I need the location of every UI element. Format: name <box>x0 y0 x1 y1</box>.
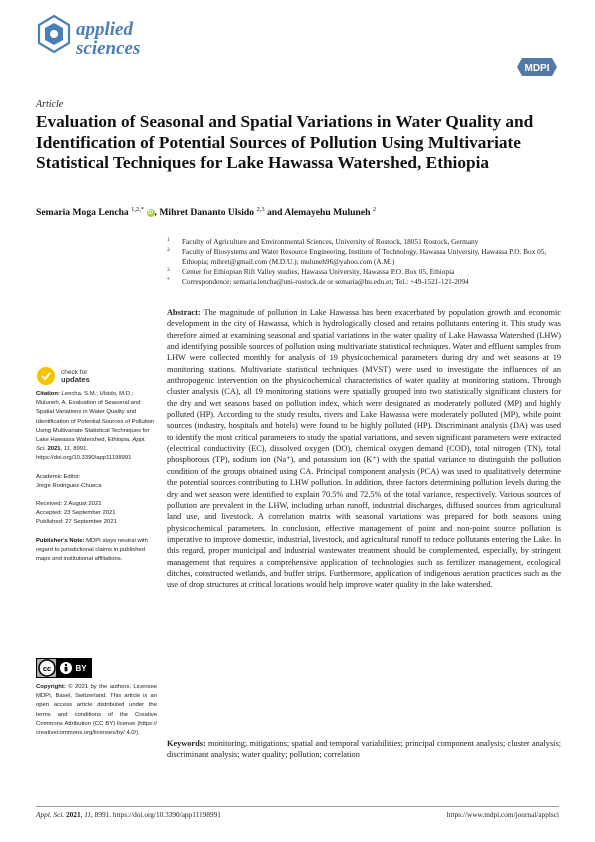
journal-name-line2: sciences <box>76 38 141 59</box>
publisher-note-text: MDPI stays neutral with regard to jurisdictional claims in published maps and institutional affiliations. <box>36 537 148 563</box>
publisher-note <box>36 537 157 565</box>
footer-doi-link[interactable]: , 8991. https://doi.org/10.3390/app11198991 <box>91 810 221 819</box>
author-separator: and <box>264 207 285 219</box>
citation-text: Lencha, S.M.; Ulsido, M.D.; Muluneh, A. Evaluation of Seasonal and Spatial Variations in Water Quality and Identification of Potential Sources of Pollution Using Multivariate Statistical Techniques for Lake Hawassa Watershed, Ethiopia. <box>36 391 155 444</box>
by-label: BY <box>75 664 87 673</box>
received-date: Received: 2 August 2021 <box>36 501 102 508</box>
accepted-date: Accepted: 23 September 2021 <box>36 510 116 517</box>
affiliation-text: Faculty of Biosystems and Water Resource Engineering, Institute of Technology, Hawassa University, Hawassa P.O. Box 05, Ethiopia; mihret@gmail.com (M.D.U.); muluneh96@yahoo.com (A.M.) <box>182 247 547 266</box>
citation-year: 2021 <box>47 446 61 453</box>
cc-label: cc <box>42 664 52 673</box>
affiliation-item <box>167 267 562 277</box>
author-list <box>36 206 376 218</box>
footer-citation: Appl. Sci. 2021, 11, 8991. https://doi.org/10.3390/app11198991 <box>36 810 221 819</box>
citation-doi-link[interactable]: , 8991. https://doi.org/10.3390/app11198991 <box>36 446 132 462</box>
published-date: Published: 27 September 2021 <box>36 519 117 526</box>
editor-label: Academic Editor: <box>36 473 81 480</box>
article-title: Evaluation of Seasonal and Spatial Variations in Water Quality and Identification of Potential Sources of Pollution Using Multivariate Statistical Techniques for Lake Hawassa Watershed, Ethiopia <box>36 112 534 172</box>
abstract-label: Abstract: <box>167 308 201 317</box>
affiliation-text: Faculty of Agriculture and Environmental Sciences, University of Rostock, 18051 Rostock, Germany <box>182 237 479 246</box>
copyright-label: Copyright: <box>36 684 66 690</box>
check-updates-line1: check for <box>61 368 88 376</box>
journal-name-line1: applied <box>76 19 133 40</box>
author-name: Alemayehu Muluneh <box>284 207 371 219</box>
mdpi-logo-icon <box>516 57 558 82</box>
cc-by-license-icon[interactable] <box>36 658 92 683</box>
journal-logo-icon <box>36 14 72 54</box>
affiliation-number: 1 <box>167 237 170 243</box>
author-affiliation-sup: 1,2,* <box>131 206 145 213</box>
sidebar <box>36 390 157 564</box>
author-affiliation-sup: 2,3 <box>256 206 265 213</box>
footer-journal: Appl. Sci. <box>36 810 65 819</box>
affiliation-item <box>167 237 562 247</box>
footer-divider <box>36 806 559 807</box>
affiliation-number: 3 <box>167 267 170 273</box>
footer-year: 2021 <box>66 810 81 819</box>
citation-journal: Appl. Sci. <box>36 437 146 453</box>
check-updates-icon <box>36 366 56 386</box>
editor-name: Jorge Rodriguez-Chueca <box>36 482 102 489</box>
citation: Citation: Lencha, S.M.; Ulsido, M.D.; Muluneh, A. Evaluation of Seasonal and Spatial Variations in Water Quality and Identification of Potential Sources of Pollution Using Multivariate Statistical Techniques for Lake Hawassa Watershed, Ethiopia. Appl. Sci. 2021, 11, 8991. https://doi.org/10.3390/app11198991 <box>36 391 155 462</box>
affiliations <box>167 237 562 287</box>
copyright <box>36 683 157 738</box>
affiliation-number: * <box>167 277 170 283</box>
affiliation-number: 2 <box>167 247 170 253</box>
check-updates-line2: updates <box>61 374 90 384</box>
article-type: Article <box>36 99 64 110</box>
footer-volume: 11 <box>84 810 92 819</box>
publisher-name: MDPI <box>524 63 550 74</box>
footer-journal-url[interactable]: https://www.mdpi.com/journal/applsci <box>446 810 559 819</box>
copyright-text: © 2021 by the authors. Licensee MDPI, Basel, Switzerland. This article is an open access article distributed under the terms and conditions of the Creative Commons Attribution (CC BY) license (https:// creativecommons.org/licenses/by/ 4.0/). <box>36 684 157 737</box>
orcid-icon[interactable]: iD <box>148 210 154 217</box>
abstract-text: The magnitude of pollution in Lake Hawassa has been exacerbated by population growth and economic development in the city of Hawassa, which is hydrologically closed and retains pollutants entering it. This study was therefore aimed at examining seasonal and spatial variations in the water quality of Lake Hawassa Watershed (LHW) and identifying possible sources of pollution using multivariate statistical techniques. Water and effluent samples from LHW were collected monthly for analysis of 19 physicochemical parameters during dry and wet seasons at 19 monitoring stations. Multivariate statistical techniques (MVST) were used to investigate the influences of an anthropogenic intervention on the physicochemical characteristics of water quality at monitoring stations. Through cluster analysis (CA), all 19 monitoring stations were spatially grouped into two statistically significant clusters for the dry and wet seasons based on pollution index, which were designated as moderately polluted (MP) and highly polluted (HP). According to the study results, rivers and Lake Hawassa were moderately polluted (MP), while point sources (industry, hospitals and hotels) were found to be highly polluted (HP). Discriminant analysis (DA) was used to identify the most critical parameters to study the spatial variations, and seven significant parameters were extracted (electrical conductivity (EC), dissolved oxygen (DO), chemical oxygen demand (COD), total nitrogen (TN), total phosphorous (TP), sodium ion (Na⁺), and potassium ion (K⁺) with the spatial variance to distinguish the pollution condition of the groups obtained using CA. Principal component analysis (PCA) was used to qualitatively determine the potential sources contributing to LHW pollution. In addition, three factors determining pollution levels during the dry and wet season were identified to explain 70.5% and 72.5% of the total variance, respectively. Various sources of pollution are prevalent in the LHW, including urban runoff, industrial discharges, diffused sources from agricultural land use, and livestock. A correlation matrix with seasonal variations was prepared for both seasons using physicochemical parameters. In conclusion, effective management of point and non-point source pollution is imperative to improve domestic, industrial, livestock, and agricultural runoff to reduce pollutants entering the Lake. In this regard, proper municipal and industrial wastewater treatment should be complemented, especially, by stringent management that requires a comprehensive application of technologies such as fertilizer management, ecological ditches, constructed wetlands, and buffer strips. Furthermore, application of indigenous aeration practices such as the use of drop structures at critical locations would help improve water quality in the lake watershed. <box>167 308 561 590</box>
abstract <box>167 307 561 591</box>
publisher-note-label: Publisher’s Note: <box>36 537 85 544</box>
author-separator: , <box>154 207 160 219</box>
academic-editor <box>36 473 157 491</box>
citation-volume: 11 <box>63 446 70 453</box>
dates <box>36 500 157 528</box>
keywords-text: monitoring; mitigations; spatial and temporal variabilities; principal component analysis; cluster analysis; discriminant analysis; water quality; pollution; correlation <box>167 739 562 760</box>
correspondence <box>167 277 562 287</box>
citation-label: Citation: <box>36 391 60 397</box>
author-name: Mihret Dananto Ulsido <box>159 207 255 219</box>
correspondence-text: Correspondence: semaria.lencha@uni-rostock.de or semaria@hu.edu.et; Tel.: +49-1521-121-2094 <box>182 277 469 286</box>
affiliation-text: Center for Ethiopian Rift Valley studies, Hawassa University, Hawassa P.O. Box 05, Ethiopia <box>182 267 455 276</box>
keywords-label: Keywords: <box>167 739 206 748</box>
check-for-updates-button[interactable] <box>36 366 90 386</box>
journal-name <box>76 20 140 58</box>
author-name: Semaria Moga Lencha <box>36 207 129 219</box>
keywords <box>167 738 561 761</box>
author-affiliation-sup: 2 <box>372 206 377 213</box>
affiliation-item <box>167 247 562 267</box>
